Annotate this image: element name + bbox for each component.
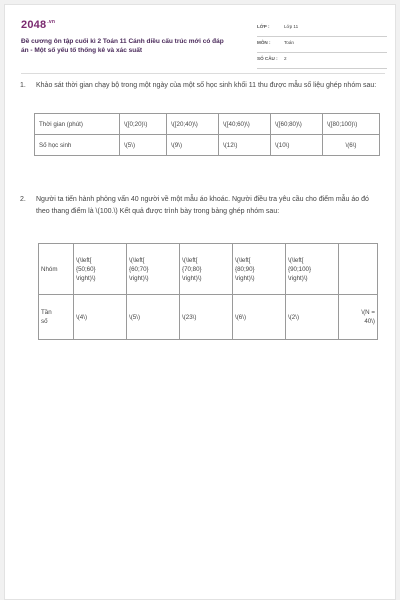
table-cell: \(12\) [219, 135, 271, 156]
table-cell: \(23\) [180, 295, 233, 340]
question-number: 2. [20, 196, 26, 203]
header-divider [21, 73, 385, 74]
table-cell: \(6\) [233, 295, 286, 340]
table-cell-empty [339, 244, 378, 295]
question-2 [20, 194, 380, 218]
question-text: Khảo sát thời gian chạy bộ trong một ngày của một số học sinh khối 11 thu được mẫu số liệu ghép nhóm sau: [36, 82, 377, 89]
table-cell: \(\left[ {60;70} \right)\) [127, 244, 180, 295]
frequency-table-1 [34, 113, 380, 156]
table-row [35, 114, 380, 135]
table-cell: \(5\) [120, 135, 167, 156]
table-row [35, 135, 380, 156]
table-header-cell: Nhóm [39, 244, 74, 295]
table-cell: \([60;80)\) [271, 114, 323, 135]
table-cell: \(\left[ {70;80} \right)\) [180, 244, 233, 295]
question-1 [20, 80, 380, 92]
document-title: Đề cương ôn tập cuối kì 2 Toán 11 Cánh diều cấu trúc mới có đáp án - Một số yếu tố thống kê và xác suất [21, 38, 224, 54]
table-cell: \(\left[ {50;60} \right)\) [74, 244, 127, 295]
table-header-cell: Số học sinh [35, 135, 120, 156]
meta-question-count: SỐ CÂU : 2 [257, 53, 387, 69]
table-cell: \(9\) [167, 135, 219, 156]
table-header-cell: Thời gian (phút) [35, 114, 120, 135]
table-cell: \([40;60)\) [219, 114, 271, 135]
table-cell-total: \(N = 40\) [339, 295, 378, 340]
table-cell: \([20;40)\) [167, 114, 219, 135]
table-cell: \(2\) [286, 295, 339, 340]
table-cell: \(10\) [271, 135, 323, 156]
meta-subject: MÔN : Toán [257, 37, 387, 53]
table-cell: \([80;100)\) [323, 114, 380, 135]
table-cell: \(\left[ {90;100} \right)\) [286, 244, 339, 295]
table-cell: \(4\) [74, 295, 127, 340]
frequency-table-2 [38, 243, 378, 340]
table-cell: \(6\) [323, 135, 380, 156]
header [21, 19, 387, 71]
meta-info [257, 21, 387, 69]
question-text: Người ta tiến hành phỏng vấn 40 người về một mẫu áo khoác. Người điều tra yêu cầu cho điểm mẫu áo đó theo thang điểm là \(100.\) Kết quả được trình bày trong bảng ghép nhóm sau: [36, 196, 369, 215]
table-cell: \(5\) [127, 295, 180, 340]
table-header-cell: Tần số [39, 295, 74, 340]
table-cell: \([0;20)\) [120, 114, 167, 135]
table-cell: \(\left[ {80;90} \right)\) [233, 244, 286, 295]
meta-class: LỚP : Lớp 11 [257, 21, 387, 37]
site-logo[interactable]: $2048^{.vn}$ [21, 19, 56, 31]
table-row [39, 244, 378, 295]
question-number: 1. [20, 82, 26, 89]
table-row [39, 295, 378, 340]
